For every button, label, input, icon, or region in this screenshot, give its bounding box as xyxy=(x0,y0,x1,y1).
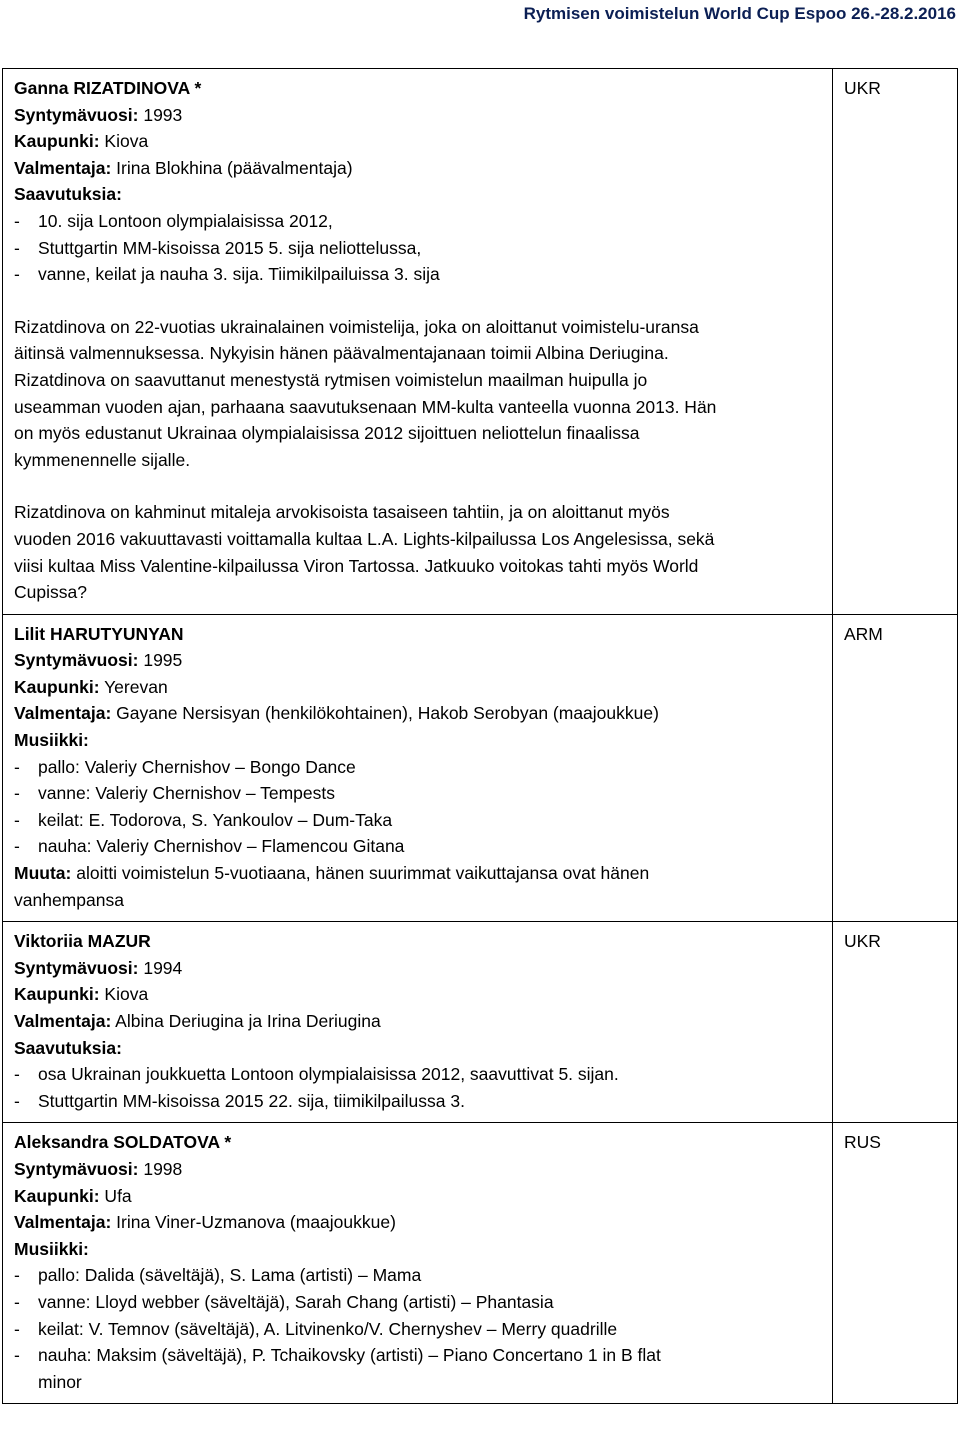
music-label: Musiikki: xyxy=(14,1238,89,1259)
achievements-label: Saavutuksia: xyxy=(14,1037,122,1058)
coach-label: Valmentaja: xyxy=(14,1011,112,1031)
page-header-title: Rytmisen voimistelun World Cup Espoo 26.-28.2.2016 xyxy=(523,4,956,23)
athlete-bio-cell xyxy=(3,922,833,1123)
birth-year-value: 1998 xyxy=(138,1158,183,1179)
coach-value: Irina Viner-Uzmanova (maajoukkue) xyxy=(111,1212,396,1233)
athlete-row xyxy=(3,614,958,922)
bio-paragraph: Rizatdinova on 22-vuotias ukrainalainen voimistelija, joka on aloittanut voimistelu-uransa äitinsä valmennuksessa. Nykyisin hänen päävalmentajanaan toimii Albina Deriugina. Rizatdinova on saavuttanut menestystä rytmisen voimistelun maailman huipulla jo useamman vuoden ajan, parhaana saavutuksenaan MM-kulta vanteella vuonna 2013. Hän on myös edustanut Ukrainaa olympialaisissa 2012 sijoittuen neliottelun finaalissa kymmenennelle sijalle. xyxy=(14,316,717,470)
city-value: Kiova xyxy=(99,131,149,152)
achievement-item: - vanne, keilat ja nauha 3. sija. Tiimikilpailuissa 3. sija xyxy=(14,264,440,285)
music-item: - pallo: Dalida (säveltäjä), S. Lama (artisti) – Mama xyxy=(14,1265,422,1286)
athlete-bio-cell xyxy=(3,69,833,615)
athlete-bio-cell xyxy=(3,1123,833,1404)
birth-year-value: 1993 xyxy=(138,104,183,125)
birth-year-value: 1995 xyxy=(138,650,183,671)
coach-line xyxy=(14,1008,820,1035)
coach-value: Gayane Nersisyan (henkilökohtainen), Hakob Serobyan (maajoukkue) xyxy=(111,703,659,724)
music-item: - keilat: V. Temnov (säveltäjä), A. Litvinenko/V. Chernyshev – Merry quadrille xyxy=(14,1318,618,1339)
birth-year-label: Syntymävuosi: xyxy=(14,1158,139,1179)
birth-year-label: Syntymävuosi: xyxy=(14,650,139,671)
birth-year-label: Syntymävuosi: xyxy=(14,104,139,125)
music-item-continuation: minor xyxy=(38,1371,82,1392)
athlete-row xyxy=(3,69,958,615)
coach-label: Valmentaja: xyxy=(14,703,112,724)
achievement-item: - Stuttgartin MM-kisoissa 2015 22. sija, tiimikilpailussa 3. xyxy=(14,1090,465,1111)
country-code: ARM xyxy=(833,614,958,922)
athlete-name: Aleksandra SOLDATOVA * xyxy=(14,1132,232,1153)
birth-year-value: 1994 xyxy=(138,957,183,978)
coach-line xyxy=(14,700,820,727)
city-value: Kiova xyxy=(99,984,149,1005)
achievements-label: Saavutuksia: xyxy=(14,184,122,205)
city-value: Yerevan xyxy=(99,676,168,697)
coach-label: Valmentaja: xyxy=(14,1212,112,1233)
city-line xyxy=(14,981,820,1008)
music-label: Musiikki: xyxy=(14,730,89,751)
country-code: UKR xyxy=(833,69,958,615)
music-item: - vanne: Lloyd webber (säveltäjä), Sarah Chang (artisti) – Phantasia xyxy=(14,1291,554,1312)
music-item: - keilat: E. Todorova, S. Yankoulov – Dum-Taka xyxy=(14,809,393,830)
city-value: Ufa xyxy=(99,1185,132,1206)
birth-year-label: Syntymävuosi: xyxy=(14,957,139,978)
birth-year-line xyxy=(14,647,820,674)
country-code: RUS xyxy=(833,1123,958,1404)
coach-line xyxy=(14,155,820,182)
city-label: Kaupunki: xyxy=(14,131,100,152)
achievement-item: - 10. sija Lontoon olympialaisissa 2012, xyxy=(14,210,333,231)
coach-value: Albina Deriugina ja Irina Deriugina xyxy=(111,1011,381,1031)
coach-line xyxy=(14,1209,820,1236)
athlete-bio-cell xyxy=(3,614,833,922)
coach-value: Irina Blokhina (päävalmentaja) xyxy=(111,157,353,178)
music-item: - nauha: Valeriy Chernishov – Flamencou Gitana xyxy=(14,836,405,857)
achievement-item: - osa Ukrainan joukkuetta Lontoon olympialaisissa 2012, saavuttivat 5. sijan. xyxy=(14,1064,619,1085)
other-line xyxy=(14,860,820,887)
athlete-name: Viktoriia MAZUR xyxy=(14,931,151,952)
music-item: - pallo: Valeriy Chernishov – Bongo Dance xyxy=(14,756,356,777)
birth-year-line xyxy=(14,1156,820,1183)
music-item: - nauha: Maksim (säveltäjä), P. Tchaikovsky (artisti) – Piano Concertano 1 in B flat xyxy=(14,1345,661,1366)
bio-paragraph: Rizatdinova on kahminut mitaleja arvokisoista tasaiseen tahtiin, ja on aloittanut myös vuoden 2016 vakuuttavasti voittamalla kultaa L.A. Lights-kilpailussa Los Angelesissa, sekä viisi kultaa Miss Valentine-kilpailussa Viron Tartossa. Jatkuuko voitokas tahti myös World Cupissa? xyxy=(14,502,715,603)
athlete-name: Ganna RIZATDINOVA * xyxy=(14,78,202,98)
birth-year-line xyxy=(14,955,820,982)
achievement-item: - Stuttgartin MM-kisoissa 2015 5. sija neliottelussa, xyxy=(14,237,422,258)
athlete-row xyxy=(3,922,958,1123)
city-label: Kaupunki: xyxy=(14,676,100,697)
athletes-table xyxy=(2,68,958,1404)
birth-year-line xyxy=(14,102,820,129)
other-label: Muuta: xyxy=(14,863,72,884)
other-continuation: vanhempansa xyxy=(14,889,124,910)
coach-label: Valmentaja: xyxy=(14,157,112,178)
city-line xyxy=(14,1183,820,1210)
city-label: Kaupunki: xyxy=(14,984,100,1005)
city-line xyxy=(14,128,820,155)
country-code: UKR xyxy=(833,922,958,1123)
athlete-name: Lilit HARUTYUNYAN xyxy=(14,623,184,644)
city-label: Kaupunki: xyxy=(14,1185,100,1206)
city-line xyxy=(14,674,820,701)
athlete-row xyxy=(3,1123,958,1404)
music-item: - vanne: Valeriy Chernishov – Tempests xyxy=(14,783,336,804)
other-value: aloitti voimistelun 5-vuotiaana, hänen suurimmat vaikuttajansa ovat hänen xyxy=(71,863,650,884)
